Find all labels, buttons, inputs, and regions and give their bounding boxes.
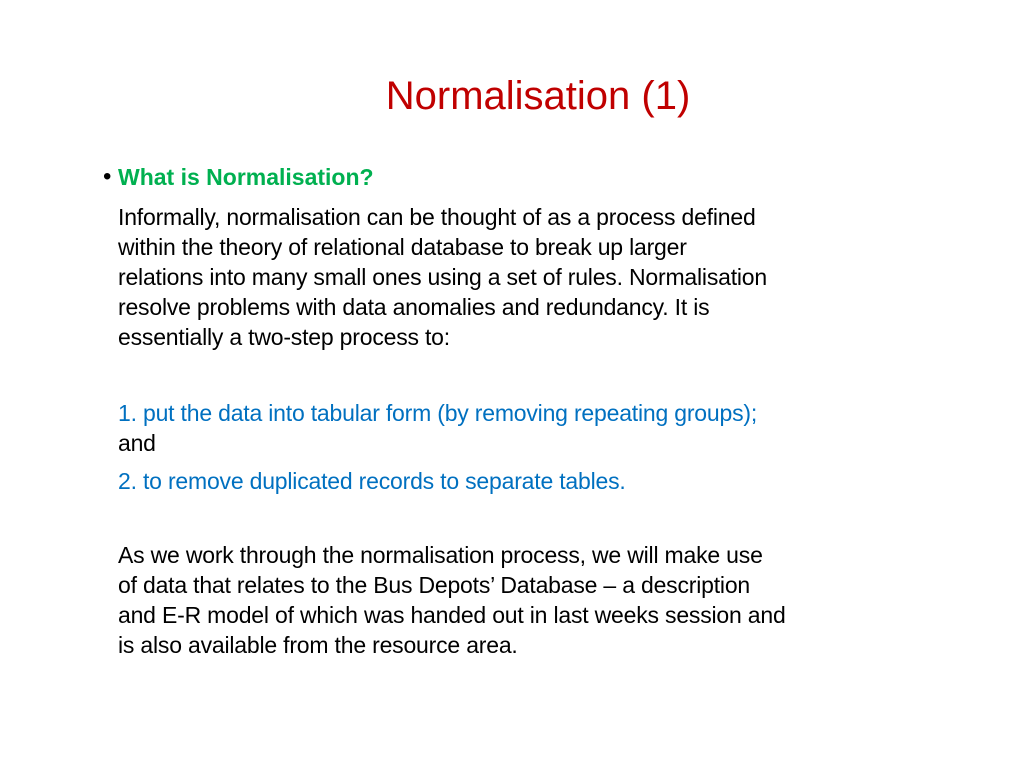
outro-paragraph — [118, 540, 978, 660]
intro-line: essentially a two-step process to: — [118, 324, 450, 350]
outro-line: and E-R model of which was handed out in last weeks session and — [118, 602, 786, 628]
intro-line: relations into many small ones using a set of rules. Normalisation — [118, 264, 767, 290]
outro-line: is also available from the resource area. — [118, 632, 518, 658]
step-two-text: 2. to remove duplicated records to separate tables. — [118, 468, 626, 494]
intro-line: resolve problems with data anomalies and redundancy. It is — [118, 294, 710, 320]
slide-title: Normalisation (1) — [385, 74, 691, 118]
outro-line: As we work through the normalisation process, we will make use — [118, 542, 763, 568]
intro-line: Informally, normalisation can be thought of as a process defined — [118, 204, 756, 230]
intro-paragraph — [118, 202, 978, 352]
step-one-text: 1. put the data into tabular form (by removing repeating groups); — [118, 400, 758, 426]
step-one-suffix — [118, 428, 978, 458]
step-two — [118, 466, 978, 496]
bullet-icon: • — [103, 163, 112, 190]
outro-line: of data that relates to the Bus Depots’ Database – a description — [118, 572, 751, 598]
intro-line: within the theory of relational database to break up larger — [118, 234, 687, 260]
bullet-heading: What is Normalisation? — [118, 164, 374, 190]
step-one-suffix-text: and — [118, 430, 156, 456]
step-one — [118, 398, 978, 428]
